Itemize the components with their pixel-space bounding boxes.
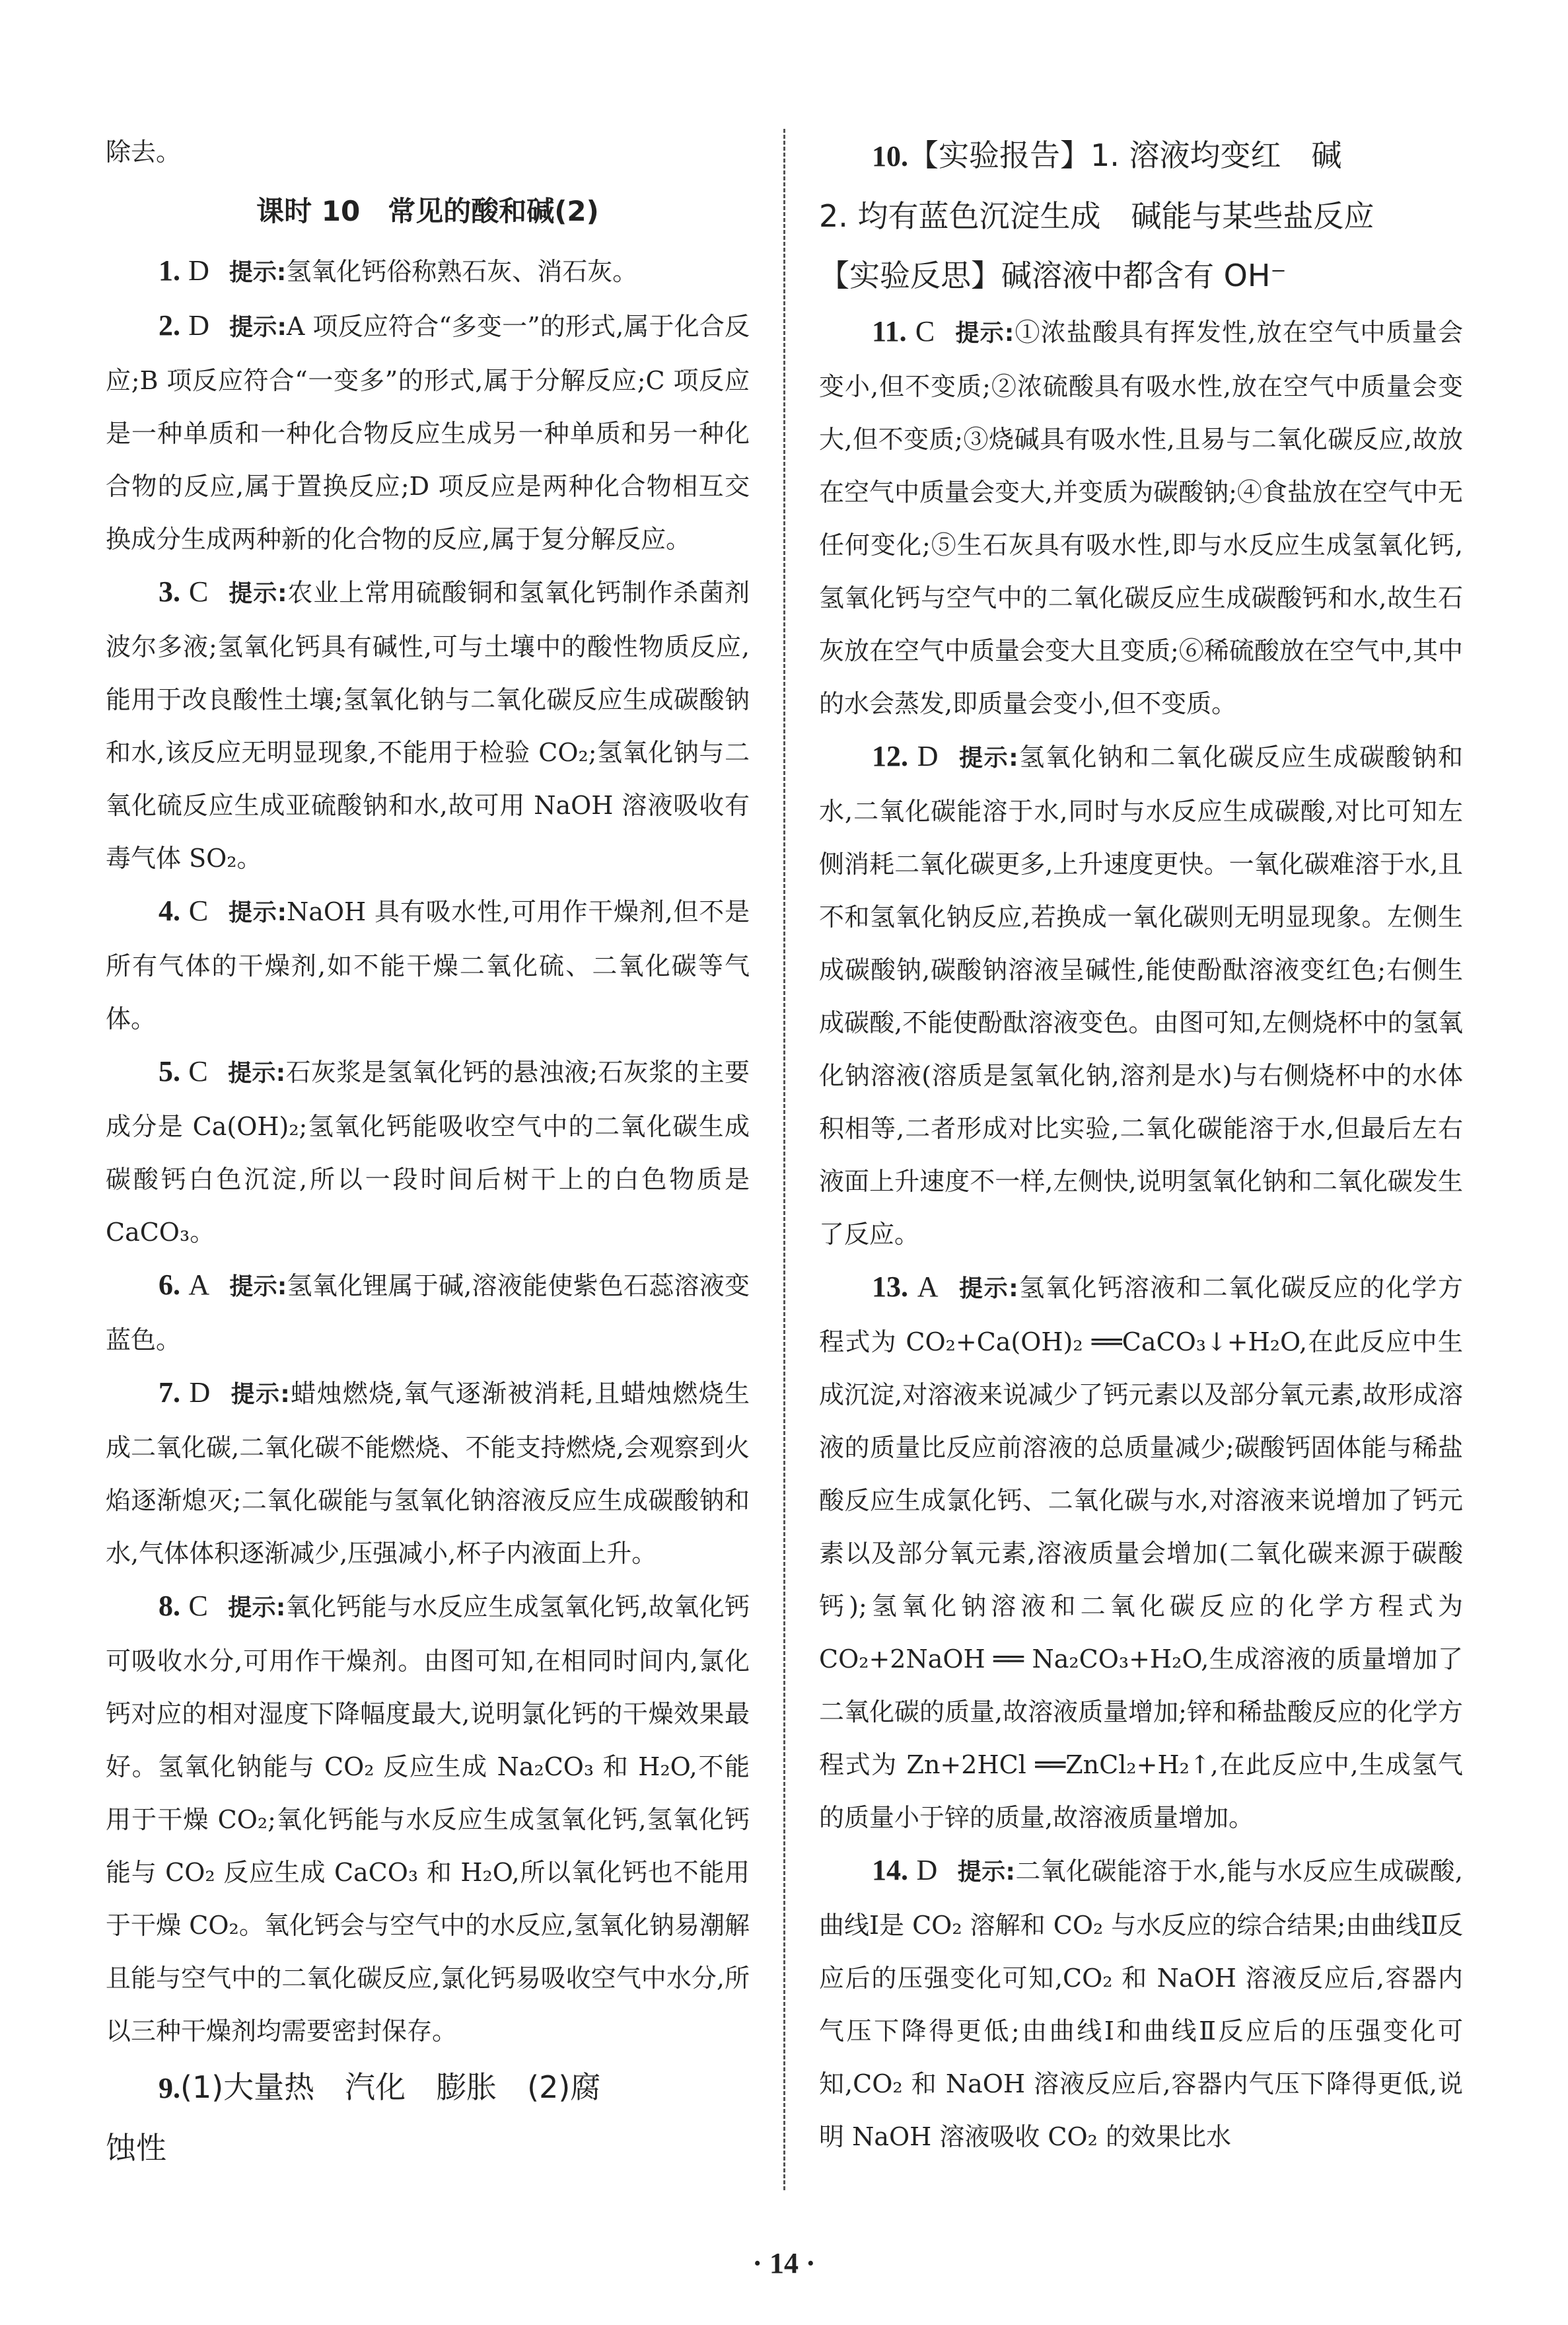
item-9-line-1: (1)大量热 汽化 膨胀 (2)腐 — [180, 2069, 601, 2105]
item-answer: D — [917, 740, 939, 772]
item-number: 3. — [159, 575, 180, 608]
column-divider — [783, 129, 785, 2190]
page-number: · 14 · — [752, 2247, 816, 2279]
hint-label: 提示: — [958, 1275, 1018, 1302]
answer-item-8 — [106, 1580, 750, 2057]
hint-text: NaOH 具有吸水性,可用作干燥剂,但不是所有气体的干燥剂,如不能干燥二氧化硫、二氧化碳等气体。 — [106, 897, 750, 1033]
hint-text: 石灰浆是氢氧化钙的悬浊液;石灰浆的主要成分是 Ca(OH)₂;氢氧化钙能吸收空气中的二氧化碳生成碳酸钙白色沉淀,所以一段时间后树干上的白色物质是 CaCO₃。 — [106, 1058, 750, 1247]
answer-item-7 — [106, 1366, 750, 1580]
hint-label: 提示: — [954, 320, 1015, 347]
item-number: 4. — [159, 895, 180, 927]
item-answer: D — [188, 254, 209, 287]
answer-item-4 — [106, 885, 750, 1045]
item-answer: C — [188, 1590, 208, 1622]
answer-item-14 — [819, 1844, 1463, 2163]
item-answer: C — [915, 315, 935, 348]
left-column — [106, 126, 750, 2178]
item-number: 13. — [872, 1271, 908, 1303]
hint-label: 提示: — [228, 580, 287, 607]
item-answer: D — [188, 309, 210, 342]
hint-label: 提示: — [229, 1273, 287, 1300]
lesson-title: 课时 10 常见的酸和碱(2) — [256, 195, 599, 227]
item-number: 1. — [159, 254, 180, 287]
answer-item-2 — [106, 299, 750, 566]
item-answer: A — [188, 1269, 210, 1301]
item-9-line-2: 蚀性 — [106, 2130, 166, 2166]
item-answer: C — [188, 895, 209, 927]
item-number: 14. — [872, 1854, 908, 1886]
item-number: 11. — [872, 315, 907, 348]
item-number: 5. — [159, 1055, 180, 1088]
hint-text: 二氧化碳能溶于水,能与水反应生成碳酸,曲线Ⅰ是 CO₂ 溶解和 CO₂ 与水反应的综合结果;由曲线Ⅱ反应后的压强变化可知,CO₂ 和 NaOH 溶液反应后,容器内气压下降得更低;由曲线Ⅰ和曲线Ⅱ反应后的压强变化可知,CO₂ 和 NaOH 溶液反应后,容器内气压下降得更低,说明 NaOH 溶液吸收 CO₂ 的效果比水 — [819, 1857, 1463, 2151]
item-answer: A — [917, 1271, 939, 1303]
answer-item-5 — [106, 1045, 750, 1259]
hint-text: 氢氧化钙溶液和二氧化碳反应的化学方程式为 CO₂+Ca(OH)₂ ══CaCO₃↓+H₂O,在此反应中生成沉淀,对溶液来说减少了钙元素以及部分氧元素,故形成溶液的质量比反应前溶液的总质量减少;碳酸钙固体能与稀盐酸反应生成氯化钙、二氧化碳与水,对溶液来说增加了钙元素以及部分氧元素,溶液质量会增加(二氧化碳来源于碳酸钙);氢氧化钠溶液和二氧化碳反应的化学方程式为 CO₂+2NaOH ══ Na₂CO₃+H₂O,生成溶液的质量增加了二氧化碳的质量,故溶液质量增加;锌和稀盐酸反应的化学方程式为 Zn+2HCl ══ZnCl₂+H₂↑,在此反应中,生成氢气的质量小于锌的质量,故溶液质量增加。 — [819, 1273, 1463, 1832]
intro-text: 除去。 — [106, 137, 182, 166]
hint-text: A 项反应符合“多变一”的形式,属于化合反应;B 项反应符合“一变多”的形式,属于分解反应;C 项反应是一种单质和一种化合物反应生成另一种单质和另一种化合物的反应,属于置换反应;D 项反应是两种化合物相互交换成分生成两种新的化合物的反应,属于复分解反应。 — [106, 312, 750, 554]
hint-text: 蜡烛燃烧,氧气逐渐被消耗,且蜡烛燃烧生成二氧化碳,二氧化碳不能燃烧、不能支持燃烧,会观察到火焰逐渐熄灭;二氧化碳能与氢氧化钠溶液反应生成碳酸钠和水,气体体积逐渐减少,压强减小,杯子内液面上升。 — [106, 1379, 750, 1568]
hint-label: 提示: — [228, 899, 287, 926]
item-10-line-2: 2. 均有蓝色沉淀生成 碱能与某些盐反应 — [819, 198, 1374, 234]
answer-item-13 — [819, 1261, 1463, 1844]
answer-item-11 — [819, 305, 1463, 730]
hint-text: 农业上常用硫酸铜和氢氧化钙制作杀菌剂波尔多液;氢氧化钙具有碱性,可与土壤中的酸性物质反应,能用于改良酸性土壤;氢氧化钠与二氧化碳反应生成碳酸钠和水,该反应无明显现象,不能用于检验 CO₂;氢氧化钠与二氧化硫反应生成亚硫酸钠和水,故可用 NaOH 溶液吸收有毒气体 SO₂。 — [106, 578, 750, 873]
item-answer: C — [188, 1055, 208, 1088]
item-10-line-1: 【实验报告】1. 溶液均变红 碱 — [908, 137, 1342, 173]
item-10-line-3: 【实验反思】碱溶液中都含有 OH⁻ — [819, 258, 1287, 293]
item-number: 2. — [159, 309, 180, 342]
hint-label: 提示: — [229, 259, 287, 286]
item-number: 12. — [872, 740, 908, 772]
hint-label: 提示: — [230, 1381, 290, 1408]
answer-item-3 — [106, 566, 750, 885]
hint-label: 提示: — [229, 314, 287, 341]
hint-text: ①浓盐酸具有挥发性,放在空气中质量会变小,但不变质;②浓硫酸具有吸水性,放在空气中质量会变大,但不变质;③烧碱具有吸水性,且易与二氧化碳反应,故放在空气中质量会变大,并变质为碳酸钠;④食盐放在空气中无任何变化;⑤生石灰具有吸水性,即与水反应生成氢氧化钙,氢氧化钙与空气中的二氧化碳反应生成碳酸钙和水,故生石灰放在空气中质量会变大且变质;⑥稀硫酸放在空气中,其中的水会蒸发,即质量会变小,但不变质。 — [819, 318, 1463, 718]
hint-label: 提示: — [227, 1594, 286, 1621]
hint-text: 氢氧化锂属于碱,溶液能使紫色石蕊溶液变蓝色。 — [106, 1271, 750, 1354]
item-number: 7. — [159, 1376, 180, 1409]
answer-item-1 — [106, 244, 750, 299]
answer-item-6 — [106, 1259, 750, 1366]
answer-item-9 — [106, 2057, 750, 2118]
item-answer: D — [189, 1376, 211, 1409]
right-column — [819, 126, 1463, 2163]
item-number: 9. — [159, 2072, 180, 2104]
hint-text: 氢氧化钠和二氧化碳反应生成碳酸钠和水,二氧化碳能溶于水,同时与水反应生成碳酸,对比可知左侧消耗二氧化碳更多,上升速度更快。一氧化碳难溶于水,且不和氢氧化钠反应,若换成一氧化碳则无明显现象。左侧生成碳酸钠,碳酸钠溶液呈碱性,能使酚酞溶液变红色;右侧生成碳酸,不能使酚酞溶液变色。由图可知,左侧烧杯中的氢氧化钠溶液(溶质是氢氧化钠,溶剂是水)与右侧烧杯中的水体积相等,二者形成对比实验,二氧化碳能溶于水,但最后左右液面上升速度不一样,左侧快,说明氢氧化钠和二氧化碳发生了反应。 — [819, 743, 1463, 1249]
item-number: 8. — [159, 1590, 180, 1622]
hint-text: 氧化钙能与水反应生成氢氧化钙,故氧化钙可吸收水分,可用作干燥剂。由图可知,在相同时间内,氯化钙对应的相对湿度下降幅度最大,说明氯化钙的干燥效果最好。氢氧化钠能与 CO₂ 反应生成 Na₂CO₃ 和 H₂O,不能用于干燥 CO₂;氧化钙能与水反应生成氢氧化钙,氢氧化钙能与 CO₂ 反应生成 CaCO₃ 和 H₂O,所以氧化钙也不能用于干燥 CO₂。氧化钙会与空气中的水反应,氢氧化钠易潮解且能与空气中的二氧化碳反应,氯化钙易吸收空气中水分,所以三种干燥剂均需要密封保存。 — [106, 1592, 750, 2046]
hint-text: 氢氧化钙俗称熟石灰、消石灰。 — [286, 257, 638, 286]
answer-item-12 — [819, 730, 1463, 1261]
item-answer: D — [916, 1854, 938, 1886]
answer-item-10 — [819, 126, 1463, 186]
item-number: 6. — [159, 1269, 180, 1301]
item-number: 10. — [872, 140, 908, 172]
hint-label: 提示: — [958, 745, 1018, 772]
hint-label: 提示: — [957, 1859, 1015, 1886]
item-answer: C — [189, 575, 209, 608]
hint-label: 提示: — [227, 1060, 286, 1087]
